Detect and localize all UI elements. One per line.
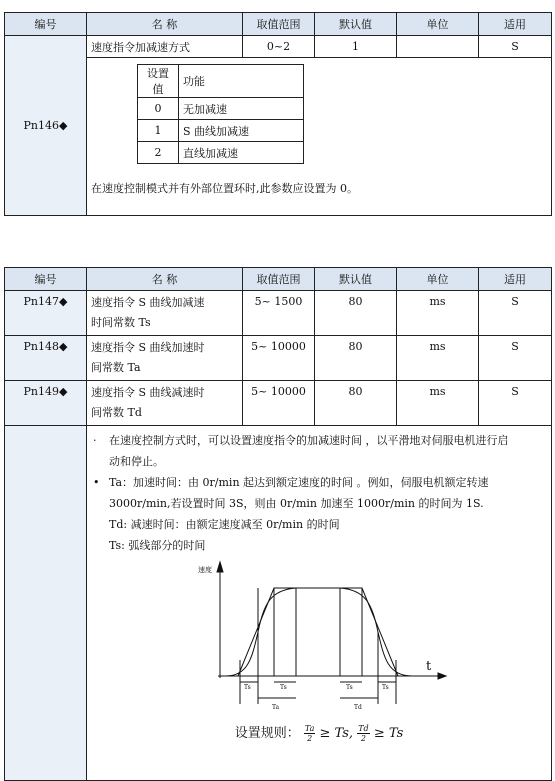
param-name <box>87 381 243 426</box>
param-range: 5~ 10000 <box>243 381 315 426</box>
desc-text: 动和停止。 <box>109 455 164 468</box>
rule-relation: ≥ Ts <box>373 726 404 741</box>
list-item <box>138 98 304 120</box>
table-header-row <box>5 13 552 36</box>
parameter-table-pn146 <box>4 12 552 216</box>
linear-profile <box>238 588 398 676</box>
param-default: 1 <box>315 36 397 58</box>
y-axis-label: 速度 <box>198 566 212 574</box>
ta-label: Ta <box>272 704 280 711</box>
detail-label-cell <box>5 426 87 781</box>
param-name: 速度指令加减速方式 <box>87 36 243 58</box>
sub-header-row <box>138 65 304 98</box>
s-curve-diagram <box>178 558 478 720</box>
param-default: 80 <box>315 291 397 336</box>
param-name-line2: 间常数 Td <box>91 406 142 419</box>
desc-text: Ta：加速时间：由 0r/min 起达到额定速度的时间 。例如，伺服电机额定转速 <box>109 476 489 489</box>
ts-label: Ts <box>244 684 251 691</box>
sub-header-value: 设置值 <box>138 65 179 98</box>
table-row <box>5 291 552 336</box>
desc-line <box>93 493 545 514</box>
rule-relation: ≥ Ts, <box>319 726 354 741</box>
param-unit: ms <box>397 381 479 426</box>
list-item <box>138 142 304 164</box>
fraction <box>357 724 369 743</box>
param-default: 80 <box>315 336 397 381</box>
fraction <box>304 724 315 743</box>
table-row <box>5 336 552 381</box>
header-default: 默认值 <box>315 13 397 36</box>
table-row <box>5 36 552 58</box>
ts-label: Ts <box>382 684 389 691</box>
desc-line <box>93 472 545 493</box>
header-code: 编号 <box>5 13 87 36</box>
param-name-line1: 速度指令 S 曲线加速时 <box>91 341 205 354</box>
param-applies: S <box>479 381 552 426</box>
setting-value: 0 <box>138 98 179 120</box>
header-unit: 单位 <box>397 13 479 36</box>
param-applies: S <box>479 36 552 58</box>
fraction-num: Ta <box>304 724 315 733</box>
param-note: 在速度控制模式并有外部位置环时,此参数应设置为 0。 <box>91 182 358 195</box>
bullet-icon: · <box>93 434 97 447</box>
param-name-line1: 速度指令 S 曲线加减速 <box>91 296 205 309</box>
header-unit: 单位 <box>397 268 479 291</box>
header-name: 名 称 <box>87 268 243 291</box>
rule-prefix: 设置规则： <box>234 726 300 741</box>
desc-line <box>93 514 545 535</box>
param-code: Pn148◆ <box>5 336 87 381</box>
param-description <box>93 428 545 556</box>
fraction-den: 2 <box>307 734 313 743</box>
setting-value: 2 <box>138 142 179 164</box>
parameter-table-pn147-149 <box>4 267 552 781</box>
param-detail-cell <box>87 426 552 781</box>
setting-value: 1 <box>138 120 179 142</box>
header-applies: 适用 <box>479 13 552 36</box>
desc-line <box>93 430 545 451</box>
setting-value-table <box>137 64 304 164</box>
ts-label: Ts <box>280 684 287 691</box>
sub-header-func: 功能 <box>179 65 304 98</box>
param-unit: ms <box>397 291 479 336</box>
param-code: Pn149◆ <box>5 381 87 426</box>
table-row-detail <box>5 58 552 216</box>
ts-label: Ts <box>346 684 353 691</box>
bullet-icon: • <box>93 476 100 489</box>
desc-line <box>93 535 545 556</box>
x-axis-arrow-icon <box>438 673 446 679</box>
x-axis-label: t <box>426 659 432 674</box>
header-name: 名 称 <box>87 13 243 36</box>
param-applies: S <box>479 291 552 336</box>
param-code: Pn146◆ <box>5 36 87 216</box>
header-code: 编号 <box>5 268 87 291</box>
param-name-line2: 间常数 Ta <box>91 361 141 374</box>
s-curve-profile <box>226 588 412 676</box>
fraction-num: Td <box>358 724 369 733</box>
desc-text: Td: 减速时间：由额定速度减至 0r/min 的时间 <box>109 518 340 531</box>
param-code: Pn147◆ <box>5 291 87 336</box>
param-name-line1: 速度指令 S 曲线减速时 <box>91 386 205 399</box>
td-label: Td <box>354 704 362 711</box>
header-range: 取值范围 <box>243 268 315 291</box>
param-range: 5~ 1500 <box>243 291 315 336</box>
desc-text: Ts: 弧线部分的时间 <box>109 539 206 552</box>
setting-func: 无加减速 <box>179 98 304 120</box>
param-applies: S <box>479 336 552 381</box>
desc-line <box>93 451 545 472</box>
param-unit <box>397 36 479 58</box>
param-default: 80 <box>315 381 397 426</box>
desc-text: 3000r/min,若设置时间 3S，则由 0r/min 加速至 1000r/min 的时间为 1S. <box>109 497 484 510</box>
setting-func: S 曲线加减速 <box>179 120 304 142</box>
desc-text: 在速度控制方式时，可以设置速度指令的加减速时间 ，以平滑地对伺服电机进行启 <box>109 434 509 447</box>
table-header-row <box>5 268 552 291</box>
param-range: 5~ 10000 <box>243 336 315 381</box>
header-default: 默认值 <box>315 268 397 291</box>
fraction-den: 2 <box>360 734 366 743</box>
list-item <box>138 120 304 142</box>
setting-rule <box>93 722 545 743</box>
param-name-line2: 时间常数 Ts <box>91 316 151 329</box>
header-range: 取值范围 <box>243 13 315 36</box>
y-axis-arrow-icon <box>217 562 223 572</box>
header-applies: 适用 <box>479 268 552 291</box>
table-row-detail <box>5 426 552 781</box>
param-range: 0~2 <box>243 36 315 58</box>
param-name <box>87 291 243 336</box>
param-detail-cell <box>87 58 552 216</box>
param-name <box>87 336 243 381</box>
setting-func: 直线加减速 <box>179 142 304 164</box>
param-unit: ms <box>397 336 479 381</box>
table-row <box>5 381 552 426</box>
